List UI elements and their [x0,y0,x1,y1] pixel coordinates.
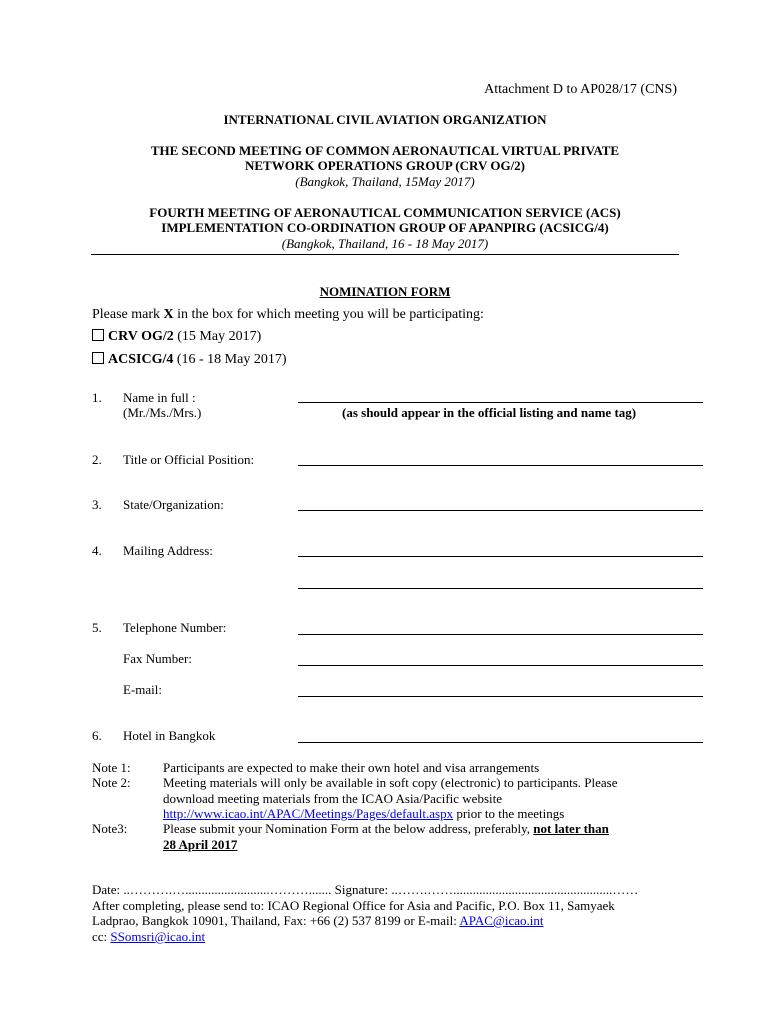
note3-text: Please submit your Nomination Form at the below address, preferably, [163,821,534,836]
field4-label: Mailing Address: [123,543,213,558]
instruction-post: in the box for which meeting you will be participating: [173,307,484,322]
organization-input-line[interactable] [298,510,703,511]
note2-line1: Meeting materials will only be available in soft copy (electronic) to participants. Please [163,775,618,790]
note2-after-link: prior to the meetings [453,806,565,821]
instruction-pre: Please mark [92,307,164,322]
crv-og2-code: CRV OG/2 [108,329,174,344]
field1-label: Name in full : [123,390,196,405]
name-field-note: (as should appear in the official listing and name tag) [342,405,637,420]
form-title: NOMINATION FORM [319,284,451,299]
crv-og2-dates: (15 May 2017) [173,329,262,344]
send-to-line2 [92,913,544,929]
fax-label: Fax Number: [123,651,192,666]
telephone-input-line[interactable] [298,634,703,635]
date-signature-line: Date: ..……….…..........................………....... Signature: ..…….…….................................................…… [92,882,639,897]
icao-meetings-link[interactable]: http://www.icao.int/APAC/Meetings/Pages/default.aspx [163,806,454,821]
header-divider [91,254,679,255]
organization-title: INTERNATIONAL CIVIL AVIATION ORGANIZATION [223,112,547,127]
meeting1-place: (Bangkok, Thailand, 15May 2017) [295,174,475,189]
meeting2-place: (Bangkok, Thailand, 16 - 18 May 2017) [281,236,489,251]
crv-og2-checkbox[interactable] [92,329,104,341]
apac-email-link[interactable]: APAC@icao.int [459,913,544,928]
field3-number: 3. [92,497,102,512]
field4-number: 4. [92,543,102,558]
meeting2-title-line2: IMPLEMENTATION CO-ORDINATION GROUP OF APANPIRG (ACSICG/4) [161,220,609,235]
field6-number: 6. [92,728,102,743]
note3-deadline-date: 28 April 2017 [163,837,238,852]
note1-label: Note 1: [92,760,131,775]
note3-deadline-emphasis: not later than [533,821,609,836]
title-input-line[interactable] [298,465,703,466]
acsicg4-dates: (16 - 18 May 2017) [173,352,287,367]
field2-label: Title or Official Position: [123,452,255,467]
field2-number: 2. [92,452,102,467]
field5-number: 5. [92,620,102,635]
meeting1-title-line2: NETWORK OPERATIONS GROUP (CRV OG/2) [244,158,526,173]
note1-text: Participants are expected to make their own hotel and visa arrangements [163,760,540,775]
field1-number: 1. [92,390,102,405]
send-to-line1: After completing, please send to: ICAO Regional Office for Asia and Pacific, P.O. Box 11, Samyaek [92,898,615,913]
name-input-line[interactable] [298,402,703,403]
fax-input-line[interactable] [298,665,703,666]
instruction-x: X [163,307,174,322]
attachment-reference: Attachment D to AP028/17 (CNS) [484,82,677,97]
address-input-line-1[interactable] [298,556,703,557]
note2-label: Note 2: [92,775,131,790]
field6-label: Hotel in Bangkok [123,728,216,743]
acsicg4-checkbox[interactable] [92,352,104,364]
cc-label: cc: [92,929,111,944]
note2-line3 [163,806,564,822]
option-crv-og2[interactable] [92,328,261,345]
hotel-input-line[interactable] [298,742,703,743]
note2-line2: download meeting materials from the ICAO Asia/Pacific website [163,791,502,806]
email-label: E-mail: [123,682,162,697]
note3-label: Note3: [92,821,128,836]
field5-label: Telephone Number: [123,620,227,635]
email-input-line[interactable] [298,696,703,697]
acsicg4-code: ACSICG/4 [108,352,174,367]
field3-label: State/Organization: [123,497,224,512]
instruction-text [92,306,484,323]
note3-line1 [163,821,609,837]
meeting1-title-line1: THE SECOND MEETING OF COMMON AERONAUTICAL VIRTUAL PRIVATE [150,143,620,158]
cc-line [92,929,205,945]
address-input-line-2[interactable] [298,588,703,589]
option-acsicg4[interactable] [92,351,287,368]
field1-sublabel: (Mr./Ms./Mrs.) [123,405,202,420]
send-to-address: Ladprao, Bangkok 10901, Thailand, Fax: +66 (2) 537 8199 or E-mail: [92,913,460,928]
meeting2-title-line1: FOURTH MEETING OF AERONAUTICAL COMMUNICATION SERVICE (ACS) [149,205,621,220]
cc-email-link[interactable]: SSomsri@icao.int [110,929,206,944]
